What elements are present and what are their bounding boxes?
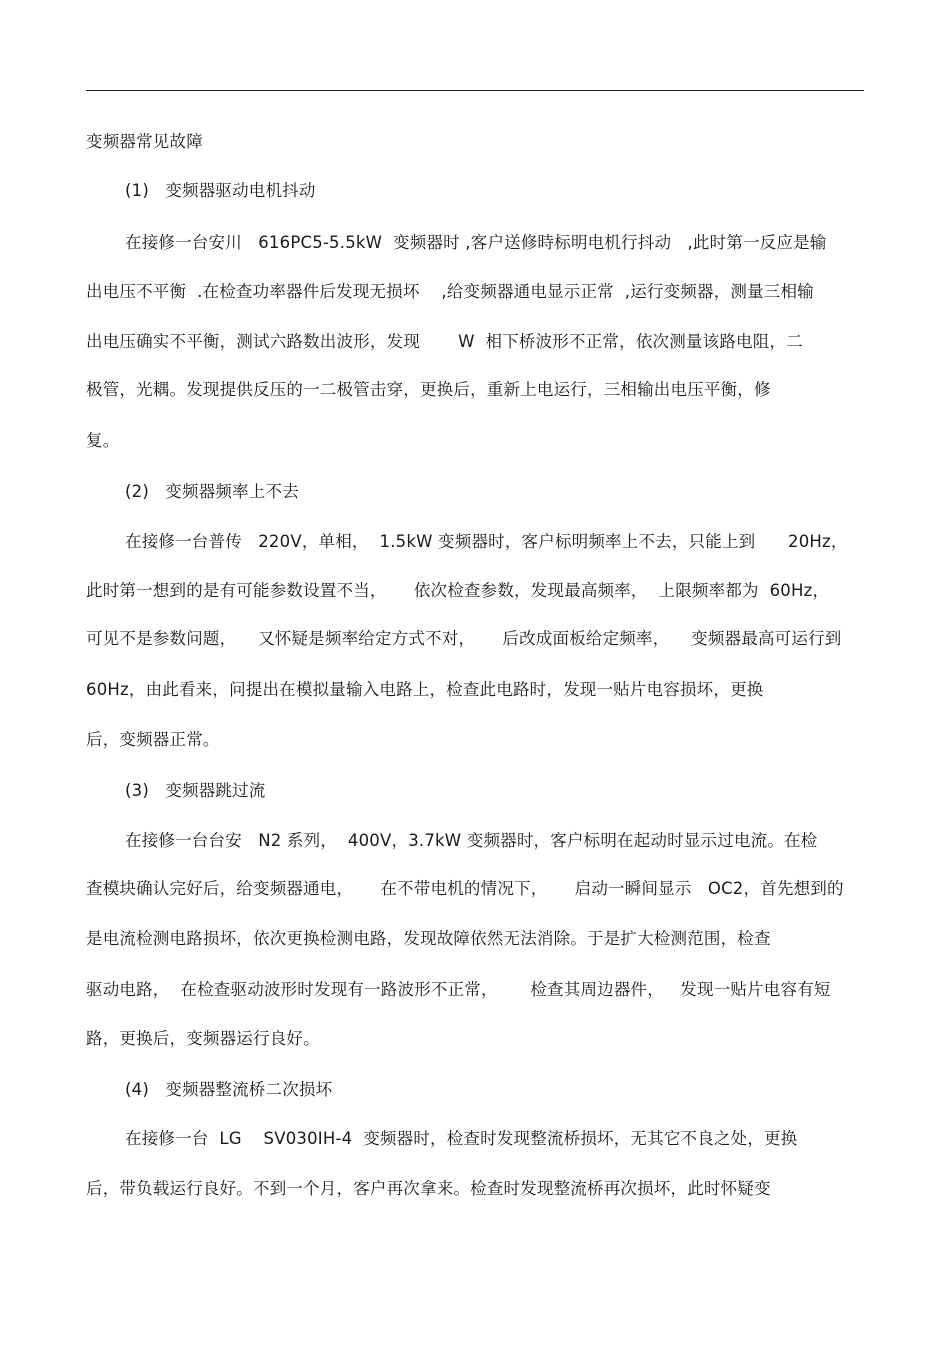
paragraph-line: 复。 [86,431,120,450]
paragraph-line: 出电压不平衡 .在检查功率器件后发现无损坏 ,给变频器通电显示正常 ,运行变频器，测量三相输 [86,282,814,301]
section-heading: (2) 变频器频率上不去 [125,482,299,501]
paragraph-line: 可见不是参数问题， 又怀疑是频率给定方式不对， 后改成面板给定频率， 变频器最高可运行到 [86,629,842,648]
paragraph-line: 在接修一台 LG SV030IH-4 变频器时，检查时发现整流桥损坏，无其它不良之处，更换 [125,1129,798,1148]
paragraph-line: 此时第一想到的是有可能参数设置不当， 依次检查参数，发现最高频率， 上限频率都为 60Hz， [86,581,830,600]
section-heading: (1) 变频器驱动电机抖动 [125,181,316,200]
paragraph-line: 极管，光耦。发现提供反压的一二极管击穿，更换后，重新上电运行，三相输出电压平衡，修 [86,380,771,399]
document-title: 变频器常见故障 [86,132,203,151]
paragraph-line: 后，变频器正常。 [86,730,220,749]
paragraph-line: 在接修一台普传 220V，单相， 1.5kW 变频器时，客户标明频率上不去，只能上到 20Hz， [125,532,848,551]
section-heading: (3) 变频器跳过流 [125,781,266,800]
paragraph-line: 驱动电路， 在检查驱动波形时发现有一路波形不正常， 检查其周边器件， 发现一贴片电容有短 [86,980,831,999]
paragraph-line: 查模块确认完好后，给变频器通电， 在不带电机的情况下， 启动一瞬间显示 OC2，首先想到的 [86,879,844,898]
header-rule [86,90,864,91]
section-heading: (4) 变频器整流桥二次损坏 [125,1080,333,1099]
paragraph-line: 出电压确实不平衡，测试六路数出波形，发现 W 相下桥波形不正常，依次测量该路电阻，二 [86,332,803,351]
paragraph-line: 在接修一台台安 N2 系列， 400V，3.7kW 变频器时，客户标明在起动时显示过电流。在检 [125,831,818,850]
paragraph-line: 在接修一台安川 616PC5-5.5kW 变频器时 ,客户送修時标明电机行抖动 ,此时第一反应是输 [125,233,827,252]
paragraph-line: 60Hz，由此看来，问提出在模拟量输入电路上，检查此电路时，发现一贴片电容损坏，更换 [86,680,764,699]
paragraph-line: 是电流检测电路损坏，依次更换检测电路，发现故障依然无法消除。于是扩大检测范围，检查 [86,929,771,948]
paragraph-line: 路，更换后，变频器运行良好。 [86,1029,320,1048]
paragraph-line: 后，带负载运行良好。不到一个月，客户再次拿来。检查时发现整流桥再次损坏，此时怀疑变 [86,1179,771,1198]
